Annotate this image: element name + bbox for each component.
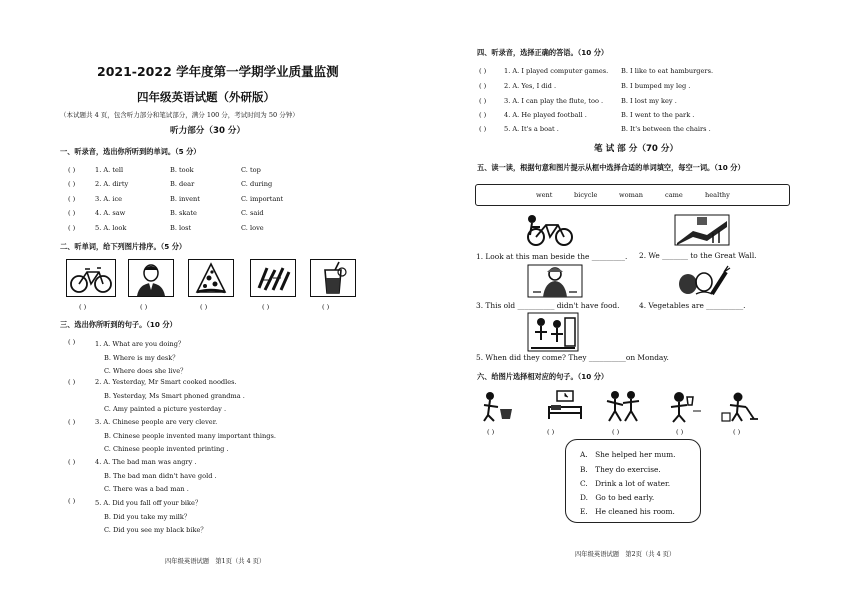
section-3-heading: 三、选出你所听到的句子。（10 分） (60, 320, 177, 329)
option-a: 2. A. dirty (95, 180, 129, 188)
fill-sentence-2: 2. We _______ to the Great Wall. (639, 251, 757, 260)
exercise-icon (603, 389, 643, 423)
option-b: B. It's between the chairs . (621, 125, 711, 133)
exam-subtitle: 四年级英语试题（外研版） (137, 90, 275, 104)
answer-bracket[interactable]: ( ) (479, 82, 487, 90)
option-a: 3. A. I can play the flute, too . (504, 97, 604, 105)
word-bank-word: bicycle (574, 191, 598, 199)
option-b: B. I lost my key . (621, 97, 677, 105)
option-b: B. skate (170, 209, 197, 217)
answer-bracket[interactable]: ( ) (68, 195, 76, 203)
option-c: C. There was a bad man . (104, 485, 189, 493)
section-6-heading: 六、给图片选择相对应的句子。（10 分） (477, 372, 609, 381)
sentence-option-e: E. He cleaned his room. (580, 507, 675, 516)
answer-bracket[interactable]: ( ) (68, 418, 76, 426)
helping-mum-icon (476, 389, 516, 423)
page-footer: 四年级英语试题 第1页（共 4 页） (165, 558, 266, 565)
answer-bracket[interactable]: ( ) (479, 125, 487, 133)
option-b: B. invent (170, 195, 200, 203)
answer-bracket[interactable]: ( ) (479, 111, 487, 119)
old-woman-icon (527, 264, 583, 298)
fish-pattern-icon (250, 259, 296, 297)
option-a: 5. A. Did you fall off your bike？ (95, 499, 202, 507)
option-c: C. Amy painted a picture yesterday . (104, 405, 227, 413)
option-b: B. Chinese people invented many important things. (104, 432, 276, 440)
great-wall-icon (673, 213, 731, 247)
picture-order-bracket[interactable]: ( ) (79, 303, 87, 311)
option-a: 5. A. look (95, 224, 127, 232)
sentence-option-c: C. Drink a lot of water. (580, 479, 671, 488)
sentence-option-d: D. Go to bed early. (580, 493, 655, 502)
option-c: C. important (241, 195, 284, 203)
answer-bracket[interactable]: ( ) (479, 67, 487, 75)
pizza-slice-icon (188, 259, 234, 297)
option-b: B. I bumped my leg . (621, 82, 691, 90)
sentence-option-b: B. They do exercise. (580, 465, 661, 474)
man-portrait-icon (128, 259, 174, 297)
option-b: B. The bad man didn't have gold . (104, 472, 217, 480)
option-a: 3. A. ice (95, 195, 123, 203)
fill-sentence-1: 1. Look at this man beside the _________. (476, 252, 628, 261)
option-c: C. during (241, 180, 273, 188)
drink-cup-icon (310, 259, 356, 297)
bed-clock-icon (545, 389, 585, 423)
option-b: B. Where is my desk？ (104, 354, 179, 362)
word-bank-word: went (536, 191, 553, 199)
option-c: C. Where does she live？ (104, 367, 187, 375)
option-b: B. lost (170, 224, 192, 232)
option-a: 4. A. The bad man was angry . (95, 458, 197, 466)
picture-order-bracket[interactable]: ( ) (140, 303, 148, 311)
option-a: 5. A. It's a boat . (504, 125, 559, 133)
fill-sentence-4: 4. Vegetables are __________. (639, 301, 746, 310)
sentence-options-box (565, 439, 701, 523)
answer-bracket[interactable]: ( ) (68, 338, 76, 346)
answer-bracket[interactable]: ( ) (68, 180, 76, 188)
vegetables-icon (674, 264, 732, 298)
people-arriving-icon (527, 312, 579, 352)
option-a: 1. A. What are you doing？ (95, 340, 185, 348)
section-1-heading: 一、听录音，选出你所听到的单词。（5 分） (60, 147, 201, 156)
answer-bracket[interactable]: ( ) (68, 458, 76, 466)
option-b: B. Did you take my milk？ (104, 513, 191, 521)
option-a: 3. A. Chinese people are very clever. (95, 418, 218, 426)
section-4-heading: 四、听录音，选择正确的答语。（10 分） (477, 48, 609, 57)
answer-bracket[interactable]: ( ) (68, 497, 76, 505)
picture-order-bracket[interactable]: ( ) (262, 303, 270, 311)
option-a: 1. A. tell (95, 166, 124, 174)
answer-bracket[interactable]: ( ) (68, 378, 76, 386)
word-bank-word: woman (619, 191, 644, 199)
option-c: C. top (241, 166, 261, 174)
option-b: B. took (170, 166, 194, 174)
answer-bracket[interactable]: ( ) (68, 166, 76, 174)
option-c: C. love (241, 224, 264, 232)
page-footer: 四年级英语试题 第2页（共 4 页） (575, 551, 676, 558)
picture-match-bracket[interactable]: ( ) (547, 428, 555, 436)
fill-sentence-3: 3. This old __________ didn't have food. (476, 301, 620, 310)
option-a: 2. A. Yesterday, Mr Smart cooked noodles. (95, 378, 237, 386)
answer-bracket[interactable]: ( ) (68, 209, 76, 217)
word-bank-box (475, 184, 790, 206)
picture-order-bracket[interactable]: ( ) (200, 303, 208, 311)
exam-page-2 (430, 0, 860, 608)
option-a: 2. A. Yes, I did . (504, 82, 557, 90)
exam-note: （本试题共 4 页，包含听力部分和笔试部分，满分 100 分，考试时间为 50 分钟） (60, 111, 299, 119)
option-b: B. I went to the park . (621, 111, 695, 119)
sentence-option-a: A. She helped her mum. (580, 450, 676, 459)
section-2-heading: 二、听单词，给下列图片排序。（5 分） (60, 242, 187, 251)
answer-bracket[interactable]: ( ) (68, 224, 76, 232)
picture-match-bracket[interactable]: ( ) (612, 428, 620, 436)
option-b: B. dear (170, 180, 195, 188)
bicycle-icon (66, 259, 116, 297)
picture-match-bracket[interactable]: ( ) (487, 428, 495, 436)
fill-sentence-5: 5. When did they come? They __________on Monday. (476, 353, 669, 362)
cleaning-room-icon (720, 389, 760, 423)
man-beside-bicycle-icon (522, 213, 580, 247)
exam-title: 2021-2022 学年度第一学期学业质量监测 (97, 64, 339, 79)
option-b: B. Yesterday, Ms Smart phoned grandma . (104, 392, 245, 400)
option-b: B. I like to eat hamburgers. (621, 67, 714, 75)
word-bank-word: came (665, 191, 683, 199)
answer-bracket[interactable]: ( ) (479, 97, 487, 105)
picture-match-bracket[interactable]: ( ) (676, 428, 684, 436)
drinking-icon (663, 389, 703, 423)
option-a: 4. A. He played football . (504, 111, 587, 119)
listening-header: 听力部分（30 分） (170, 126, 246, 136)
option-a: 4. A. saw (95, 209, 126, 217)
picture-order-bracket[interactable]: ( ) (322, 303, 330, 311)
word-bank-word: healthy (705, 191, 730, 199)
written-header: 笔 试 部 分（70 分） (594, 144, 679, 154)
option-c: C. Did you see my black bike？ (104, 526, 207, 534)
option-c: C. Chinese people invented printing . (104, 445, 229, 453)
picture-match-bracket[interactable]: ( ) (733, 428, 741, 436)
section-5-heading: 五、读一读，根据句意和图片提示从框中选择合适的单词填空，每空一词。（10 分） (477, 163, 745, 172)
option-a: 1. A. I played computer games. (504, 67, 609, 75)
option-c: C. said (241, 209, 264, 217)
